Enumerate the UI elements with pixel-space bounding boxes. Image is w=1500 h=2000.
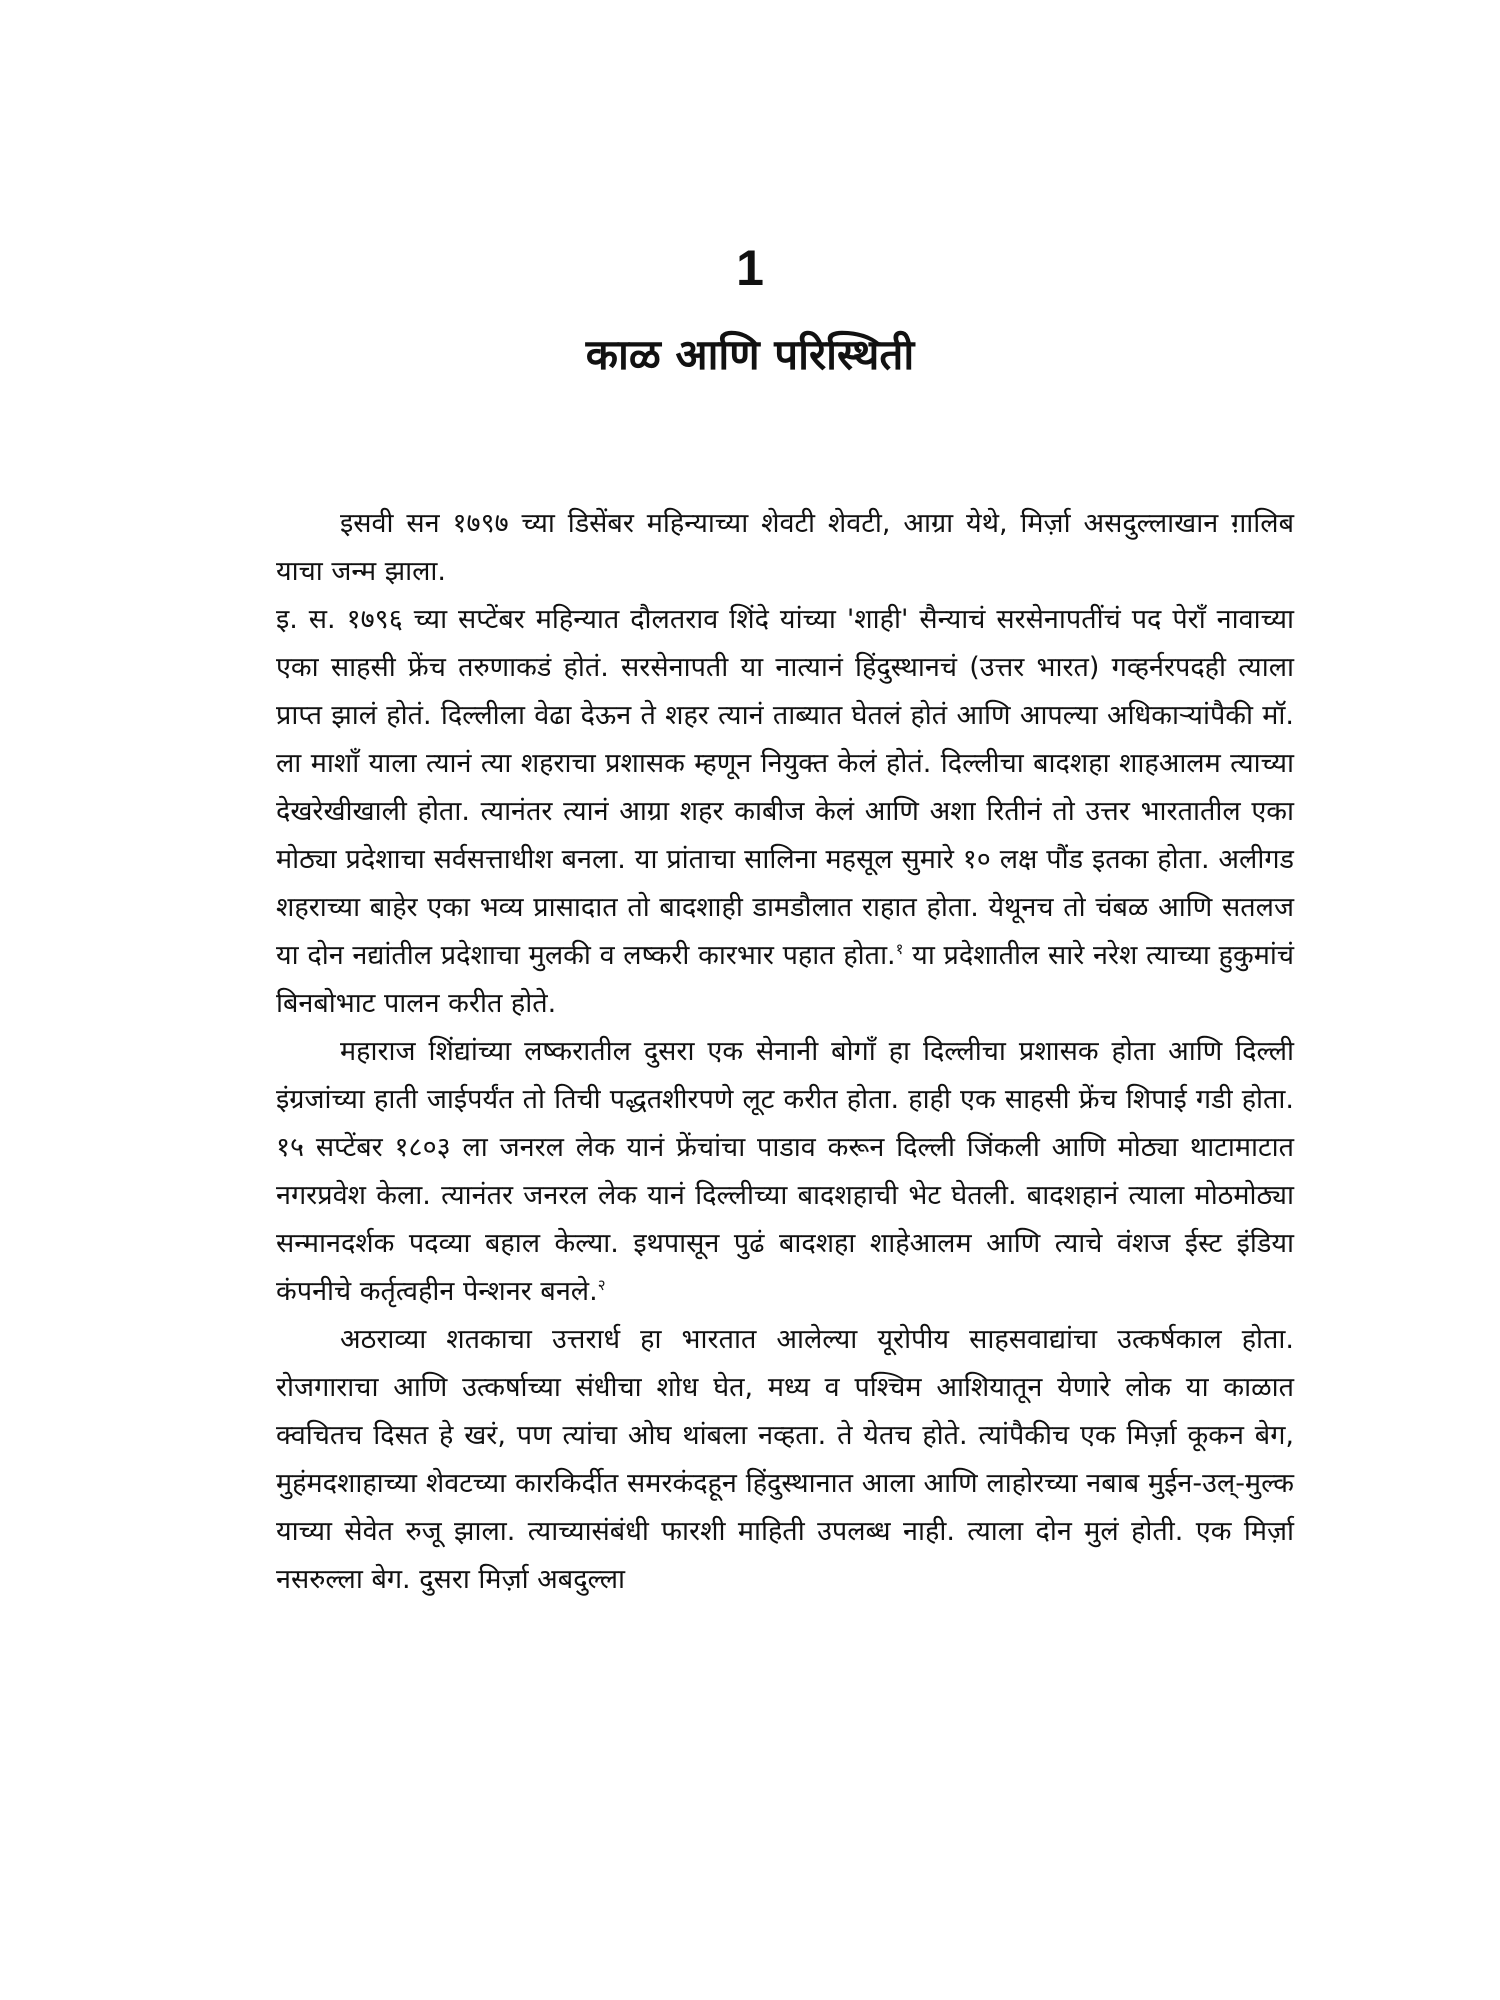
paragraph-bourquin [276, 1028, 1294, 1316]
chapter-number: 1 [736, 240, 764, 296]
paragraph-adventurers [276, 1316, 1294, 1604]
paragraph-birth [276, 500, 1294, 596]
footnote-marker: २ [597, 1276, 606, 1294]
paragraph-text: अठराव्या शतकाचा उत्तरार्ध हा भारतात आलेल्या यूरोपीय साहसवाद्यांचा उत्कर्षकाल होता. रोजगाराचा आणि उत्कर्षाच्या संधीचा शोध घेत, मध्य व पश्चिम आशियातून येणारे लोक या काळात क्वचितच दिसत हे खरं, पण त्यांचा ओघ थांबला नव्हता. ते येतच होते. त्यांपैकीच एक मिर्ज़ा कूकन बेग, मुहंमदशाहाच्या शेवटच्या कारकिर्दीत समरकंदहून हिंदुस्थानात आला आणि लाहोरच्या नबाब मुईन-उल्-मुल्क याच्या सेवेत रुजू झाला. त्याच्यासंबंधी फारशी माहिती उपलब्ध नाही. त्याला दोन मुलं होती. एक मिर्ज़ा नसरुल्ला बेग. दुसरा मिर्ज़ा अबदुल्ला [276, 1324, 1294, 1595]
paragraph-text: इ. स. १७९६ च्या सप्टेंबर महिन्यात दौलतराव शिंदे यांच्या 'शाही' सैन्याचं सरसेनापतींचं पद पेरॉं नावाच्या एका साहसी फ्रेंच तरुणाकडं होतं. सरसेनापती या नात्यानं हिंदुस्थानचं (उत्तर भारत) गव्हर्नरपदही त्याला प्राप्त झालं होतं. दिल्लीला वेढा देऊन ते शहर त्यानं ताब्यात घेतलं होतं आणि आपल्या अधिकाऱ्यांपैकी मॉ. ला माशॉं याला त्यानं त्या शहराचा प्रशासक म्हणून नियुक्त केलं होतं. दिल्लीचा बादशहा शाहआलम त्याच्या देखरेखीखाली होता. त्यानंतर त्यानं आग्रा शहर काबीज केलं आणि अशा रितीनं तो उत्तर भारतातील एका मोठ्या प्रदेशाचा सर्वसत्ताधीश बनला. या प्रांताचा सालिना महसूल सुमारे १० लक्ष पौंड इतका होता. अलीगड शहराच्या बाहेर एका भव्य प्रासादात तो बादशाही डामडौलात राहात होता. येथूनच तो चंबळ आणि सतलज या दोन नद्यांतील प्रदेशाचा मुलकी व लष्करी कारभार पहात होता. [276, 604, 1294, 971]
paragraph-text: महाराज शिंद्यांच्या लष्करातील दुसरा एक सेनानी बोगॉं हा दिल्लीचा प्रशासक होता आणि दिल्ली इंग्रजांच्या हाती जाईपर्यंत तो तिची पद्धतशीरपणे लूट करीत होता. हाही एक साहसी फ्रेंच शिपाई गडी होता. १५ सप्टेंबर १८०३ ला जनरल लेक यानं फ्रेंचांचा पाडाव करून दिल्ली जिंकली आणि मोठ्या थाटामाटात नगरप्रवेश केला. त्यानंतर जनरल लेक यानं दिल्लीच्या बादशहाची भेट घेतली. बादशहानं त्याला मोठमोठ्या सन्मानदर्शक पदव्या बहाल केल्या. इथपासून पुढं बादशहा शाहेआलम आणि त्याचे वंशज ईस्ट इंडिया कंपनीचे कर्तृत्वहीन पेन्शनर बनले. [276, 1036, 1294, 1307]
paragraph-text: इसवी सन १७९७ च्या डिसेंबर महिन्याच्या शेवटी शेवटी, आग्रा येथे, मिर्ज़ा असदुल्लाखान ग़ालिब याचा जन्म झाला. [276, 508, 1294, 587]
chapter-body [276, 500, 1294, 1604]
footnote-marker: १ [895, 940, 904, 958]
paragraph-perron [276, 596, 1294, 1028]
chapter-title: काळ आणि परिस्थिती [585, 330, 915, 379]
paragraph-text: या प्रदेशातील सारे नरेश त्याच्या हुकुमांचं बिनबोभाट पालन करीत होते. [276, 940, 1294, 1019]
